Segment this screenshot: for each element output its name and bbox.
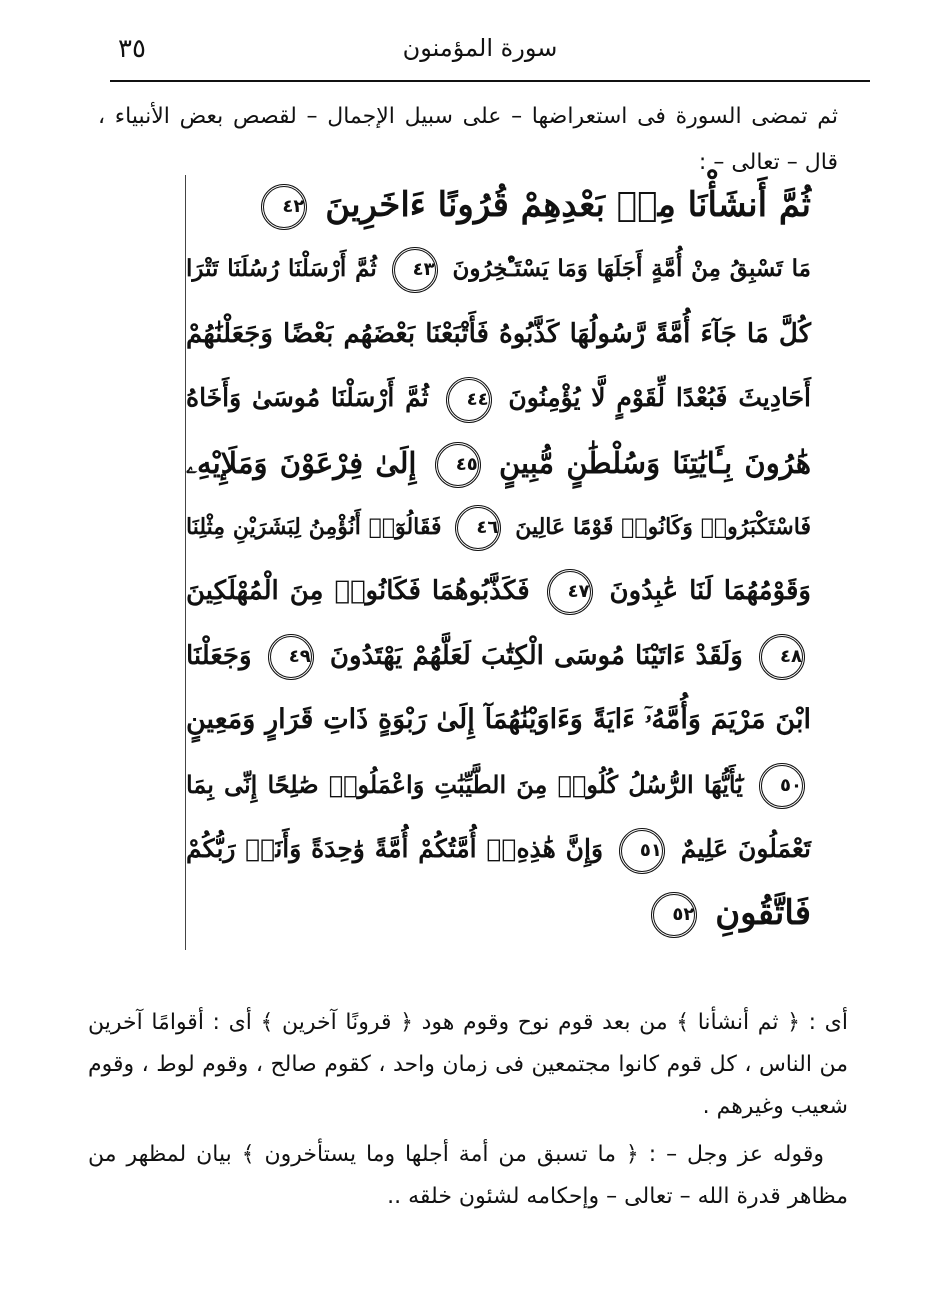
verse-text: ثُمَّ أَرْسَلْنَا مُوسَىٰ وَأَخَاهُ [186,383,429,413]
verse-text: ابْنَ مَرْيَمَ وَأُمَّهُۥٓ ءَايَةً وَءَاوَيْنَٰهُمَآ إِلَىٰ رَبْوَةٍ ذَاتِ قَرَارٍ وَمَعِينٍ [186,704,811,736]
verse-text: ثُمَّ أَنشَأْنَا مِنۢ بَعْدِهِمْ قُرُونًا ءَاخَرِينَ [325,185,811,225]
ayah-number-marker: ٤٦ [455,505,501,551]
commentary-paragraph: وقوله عز وجل – : ﴿ ما تسبق من أمة أجلها وما يستأخرون ﴾ بيان لمظهر من مظاهر قدرة الله – تعالى – وإحكامه لشئون خلقه .. [88,1142,848,1209]
verse-text: فَكَذَّبُوهُمَا فَكَانُوا۟ مِنَ الْمُهْلَكِينَ [186,576,530,607]
ayah-number-marker: ٤٤ [446,377,492,423]
verse-line [186,883,811,943]
verse-text: مَا تَسْبِقُ مِنْ أُمَّةٍ أَجَلَهَا وَمَا يَسْتَـْٔخِرُونَ [452,255,811,283]
verse-line [186,175,811,235]
ayah-number-marker: ٥٠ [759,763,805,809]
commentary [88,1002,848,1224]
ayah-number-marker: ٤٢ [261,184,307,230]
verse-line [186,368,811,428]
verse-text: وَإِنَّ هَٰذِهِۦٓ أُمَّتُكُمْ أُمَّةً وَٰحِدَةً وَأَنَا۠ رَبُّكُمْ [186,834,604,863]
verse-text: كُلَّ مَا جَآءَ أُمَّةً رَّسُولُهَا كَذَّبُوهُ فَأَتْبَعْنَا بَعْضَهُم بَعْضًا وَجَعَلْنَٰهُمْ [186,318,811,349]
ayah-number-marker: ٤٧ [547,569,593,615]
verse-line [186,626,811,686]
ayah-number-marker: ٤٨ [759,634,805,680]
verse-text: فَاتَّقُونِ [715,893,811,934]
verse-text: فَاسْتَكْبَرُوا۟ وَكَانُوا۟ قَوْمًا عَالِينَ [515,514,811,540]
ayah-number-marker: ٤٩ [268,634,314,680]
page-number: ٣٥ [118,34,146,64]
verse-text: أَحَادِيثَ فَبُعْدًا لِّقَوْمٍ لَّا يُؤْمِنُونَ [508,383,811,413]
verse-line [186,561,811,621]
ayah-number-marker: ٥١ [619,828,665,874]
commentary-paragraph: أى : ﴿ ثم أنشأنا ﴾ من بعد قوم نوح وقوم هود ﴿ قرونًا آخرين ﴾ أى : أقوامًا آخرين من الناس ، كل قوم كانوا مجتمعين فى زمان واحد ، كقوم صالح ، وقوم لوط ، وقوم شعيب وغيرهم . [88,1010,848,1119]
verse-text: إِلَىٰ فِرْعَوْنَ وَمَلَإِيْهِۦ [186,445,417,480]
verse-line [186,304,811,364]
surah-title: سورة المؤمنون [402,34,558,62]
verse-text: وَجَعَلْنَا [186,640,252,671]
intro-paragraph: ثم تمضى السورة فى استعراضها – على سبيل الإجمال – لقصص بعض الأنبياء ، قال – تعالى – : [98,104,838,175]
verse-line [186,433,811,493]
verse-line [186,497,811,557]
ayah-number-marker: ٤٥ [435,442,481,488]
ayah-number-marker: ٤٣ [392,247,438,293]
verse-text: يَٰٓأَيُّهَا الرُّسُلُ كُلُوا۟ مِنَ الطَّيِّبَٰتِ وَاعْمَلُوا۟ صَٰلِحًا إِنِّى بِمَا [186,769,743,799]
verse-text: هَٰرُونَ بِـَٔايَٰتِنَا وَسُلْطَٰنٍ مُّبِينٍ [498,445,811,480]
verse-text: وَلَقَدْ ءَاتَيْنَا مُوسَى الْكِتَٰبَ لَعَلَّهُمْ يَهْتَدُونَ [329,640,743,671]
header-rule [110,80,870,82]
ayah-number-marker: ٥٢ [651,892,697,938]
quran-block [185,175,811,950]
verse-text: فَقَالُوٓا۟ أَنُؤْمِنُ لِبَشَرَيْنِ مِثْلِنَا [186,514,442,540]
verse-text: تَعْمَلُونَ عَلِيمٌ [680,834,811,863]
verse-text: وَقَوْمُهُمَا لَنَا عَٰبِدُونَ [609,576,811,607]
verse-line [186,755,811,815]
verse-text: ثُمَّ أَرْسَلْنَا رُسُلَنَا تَتْرَا [186,255,377,283]
verse-line [186,819,811,879]
verse-line [186,690,811,750]
verse-line [186,239,811,299]
